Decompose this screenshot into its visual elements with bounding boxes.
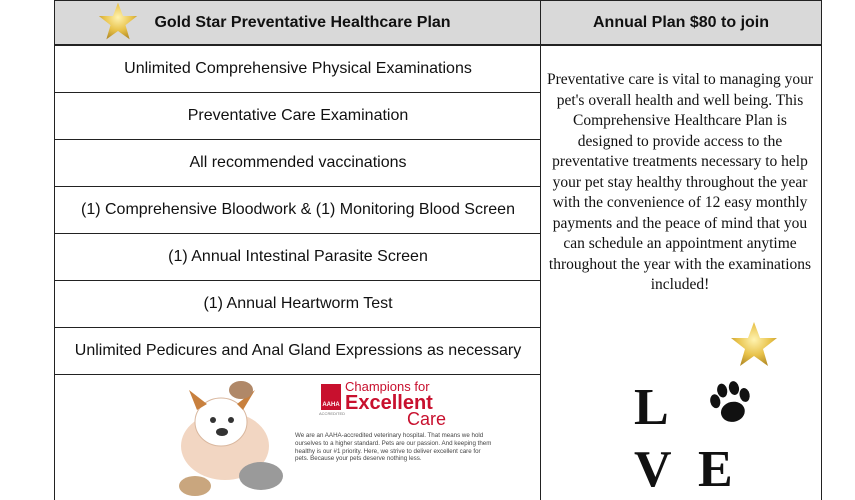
- excellent-heading: Excellent: [345, 392, 433, 414]
- price-title: Annual Plan $80 to join: [592, 13, 770, 31]
- plan-title-header: [54, 0, 541, 46]
- dog-and-cats-image: [165, 376, 293, 498]
- benefit-text: (1) Annual Heartworm Test: [203, 295, 393, 312]
- love-letter-v: V: [634, 441, 672, 498]
- plan-description: Preventative care is vital to managing your pet's overall health and well being. This Comprehensive Healthcare Plan is designed to provide access to the preventative treatments necessary to help your pet stay healthy throughout the year with the convenience of 12 easy monthly payments and the peace of mind that you can schedule an appointment anytime throughout the year with the examinations included!: [547, 71, 813, 293]
- gold-star-icon: [728, 320, 780, 368]
- benefit-row: [55, 187, 541, 234]
- description-column: [540, 46, 822, 500]
- benefit-row: [55, 93, 541, 140]
- aaha-badge: AAHA: [321, 384, 341, 410]
- price-header: [540, 0, 822, 46]
- benefit-text: All recommended vaccinations: [189, 154, 407, 171]
- gold-star-icon: [97, 1, 139, 41]
- promo-fine-print: We are an AAHA-accredited veterinary hospital. That means we hold ourselves to a higher standard. Pets are our passion. And keeping them healthy is our #1 priority. Here, we strive to deliver excellent care for pets. Because your pets deserve nothing less.: [295, 432, 492, 463]
- benefit-text: (1) Annual Intestinal Parasite Screen: [168, 248, 428, 265]
- benefit-text: (1) Comprehensive Bloodwork & (1) Monitoring Blood Screen: [81, 201, 515, 218]
- love-letter-l: L: [634, 379, 669, 436]
- benefit-row: [55, 328, 541, 375]
- benefit-text: Unlimited Comprehensive Physical Examinations: [124, 60, 472, 77]
- benefit-row: [55, 281, 541, 328]
- benefit-row: [55, 46, 541, 93]
- benefit-row: [55, 234, 541, 281]
- care-heading: Care: [407, 409, 447, 429]
- aaha-promo: [165, 376, 492, 498]
- plan-table: [54, 0, 822, 500]
- plan-title: Gold Star Preventative Healthcare Plan: [154, 13, 451, 31]
- benefits-column: [54, 46, 541, 500]
- benefit-text: Preventative Care Examination: [187, 107, 409, 124]
- champions-heading: Champions for: [345, 379, 430, 394]
- aaha-badge-subtitle: ACCREDITED: [319, 411, 346, 416]
- benefit-text: Unlimited Pedicures and Anal Gland Expressions as necessary: [74, 342, 522, 359]
- benefit-row: [55, 140, 541, 187]
- love-letter-e: E: [698, 441, 733, 498]
- paw-print-icon: [700, 372, 762, 434]
